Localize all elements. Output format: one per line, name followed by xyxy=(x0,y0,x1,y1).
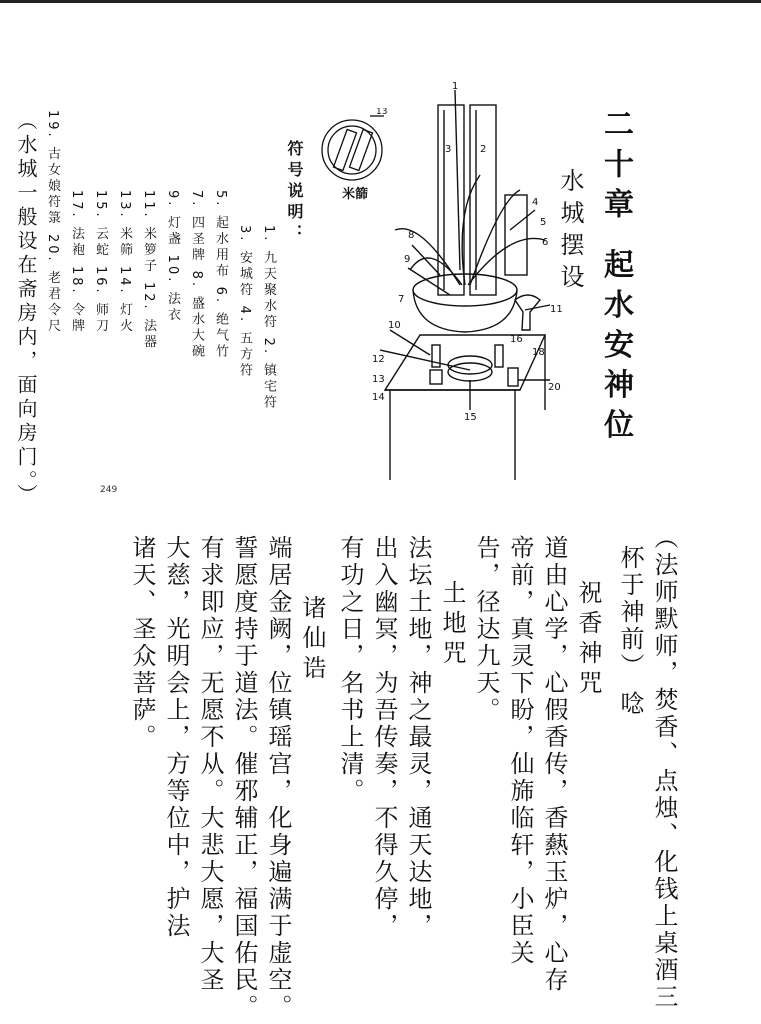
sieve-drawing xyxy=(312,108,397,203)
diagram-label-20: 20 xyxy=(548,382,561,393)
legend-item: 13. 米筛 14. 灯火 xyxy=(117,190,132,335)
text-line: 誓愿度持于道法。催邪辅正，福国佑民。 xyxy=(230,535,258,1021)
sieve-label-number: 13 xyxy=(376,108,388,117)
diagram-label-11: 11 xyxy=(550,304,563,315)
diagram-label-1: 1 xyxy=(452,81,459,92)
legend-item: 11. 米箩子 12. 法器 xyxy=(141,190,156,351)
diagram-label-16: 16 xyxy=(510,334,523,345)
legend-note: （水城一般设在斋房内，面向房门。） xyxy=(14,110,38,508)
legend-item: 15. 云蛇 16. 师刀 xyxy=(93,190,108,335)
diagram-label-15: 15 xyxy=(464,412,477,423)
text-line: 出入幽冥，为吾传奏，不得久停， xyxy=(370,535,398,940)
text-line: 大慈，光明会上，方等位中，护法 xyxy=(162,535,190,940)
text-line: 法坛土地，神之最灵，通天达地， xyxy=(404,535,432,940)
heading-incense-spell: 祝香神咒 xyxy=(574,580,602,700)
text-line: 告，径达九天。 xyxy=(472,535,500,724)
diagram-label-7: 7 xyxy=(398,294,405,305)
legend-item: 9. 灯盏 10. 法衣 xyxy=(165,190,180,324)
legend-item: 17. 法袍 18. 令牌 xyxy=(69,190,84,335)
legend-item: 19. 古女娘符箓 20. 老君令尺 xyxy=(45,110,60,335)
diagram-label-2: 2 xyxy=(480,144,487,155)
text-line: 诸天、圣众菩萨。 xyxy=(128,535,156,751)
heading-earth-god-spell: 土地咒 xyxy=(438,580,466,670)
legend-heading: 符号说明： xyxy=(285,140,304,245)
text-line: （法师默师，焚香、点烛、化钱上桌酒三 xyxy=(650,525,678,1011)
text-line: 杯于神前） 唸 xyxy=(616,545,644,718)
diagram-label-3: 3 xyxy=(445,144,452,155)
diagram-label-13: 13 xyxy=(372,374,385,385)
heading-immortals-decree: 诸仙诰 xyxy=(298,595,326,685)
diagram-label-10: 10 xyxy=(388,320,401,331)
diagram-label-8: 8 xyxy=(408,230,415,241)
legend-item: 1. 九天聚水符 2. 镇宅符 xyxy=(261,225,276,412)
diagram-label-5: 5 xyxy=(540,217,547,228)
text-line: 有功之日，名书上清。 xyxy=(336,535,364,805)
diagram-label-14: 14 xyxy=(372,392,385,403)
legend-item: 3. 安城符 4. 五方符 xyxy=(237,225,252,380)
text-line: 端居金阙，位镇瑶宫，化身遍满于虚空。 xyxy=(264,535,292,1021)
legend-item: 7. 四圣牌 8. 盛水大碗 xyxy=(189,190,204,361)
diagram-label-4: 4 xyxy=(532,197,539,208)
text-line: 有求即应，无愿不从。大悲大愿，大圣 xyxy=(196,535,224,994)
diagram-label-6: 6 xyxy=(542,237,549,248)
text-line: 道由心学，心假香传，香爇玉炉，心存 xyxy=(540,535,568,994)
page-number: 249 xyxy=(100,485,118,495)
sieve-label: 米篩 xyxy=(342,187,369,202)
diagram-label-18: 18 xyxy=(532,347,545,358)
section-title: 水城摆设 xyxy=(556,168,584,296)
top-border xyxy=(0,0,761,3)
text-line: 帝前，真灵下盼，仙旆临轩，小臣关 xyxy=(506,535,534,967)
legend-item: 5. 起水用布 6. 绝气竹 xyxy=(213,190,228,361)
diagram-label-9: 9 xyxy=(404,254,411,265)
chapter-title: 二十章 起水安神位 xyxy=(598,108,633,449)
diagram-label-12: 12 xyxy=(372,354,385,365)
